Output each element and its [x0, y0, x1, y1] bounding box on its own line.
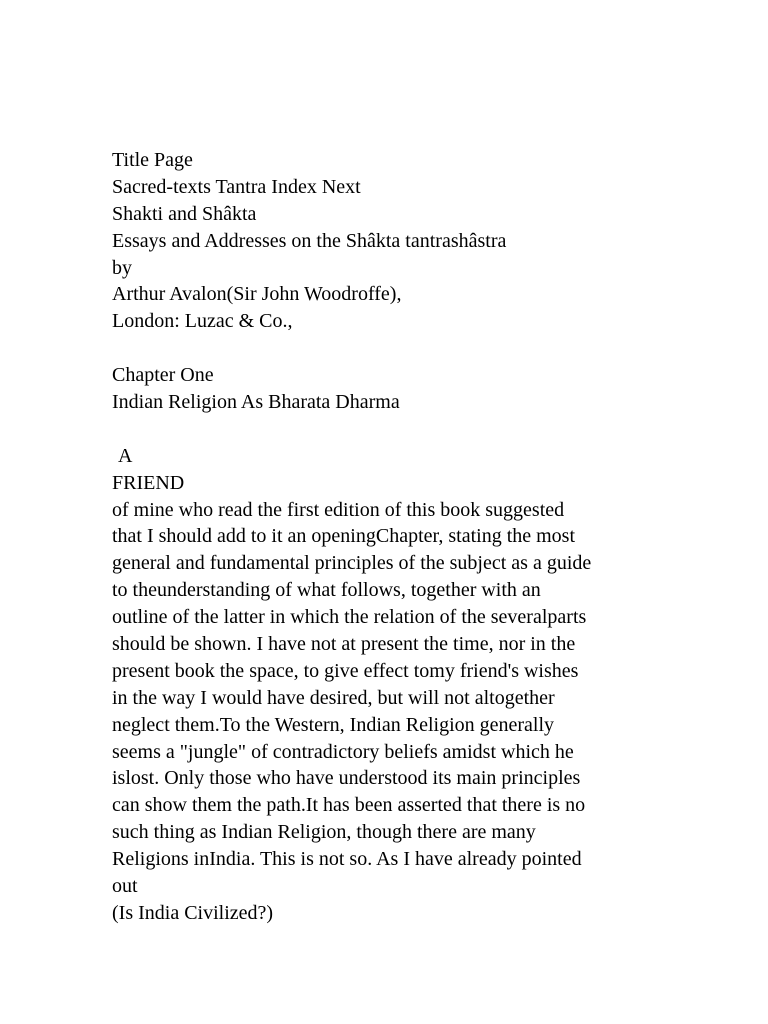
body-line: of mine who read the first edition of this book suggested — [112, 498, 565, 521]
body-line: general and fundamental principles of the subject as a guide — [112, 552, 592, 575]
body-line: out — [112, 875, 138, 898]
body-line: can show them the path.It has been asserted that there is no — [112, 794, 586, 817]
body-line: neglect them.To the Western, Indian Religion generally — [112, 713, 555, 736]
document-text — [112, 147, 672, 927]
navigation-line: Sacred-texts Tantra Index Next — [112, 175, 361, 198]
body-line: seems a "jungle" of contradictory beliefs amidst which he — [112, 740, 574, 763]
spacer — [112, 416, 672, 443]
drop-initial: A — [118, 444, 133, 467]
author-name: Arthur Avalon(Sir John Woodroffe), — [112, 283, 402, 306]
body-line: outline of the latter in which the relation of the severalparts — [112, 606, 587, 629]
chapter-number: Chapter One — [112, 364, 214, 387]
body-line: in the way I would have desired, but will not altogether — [112, 686, 555, 709]
body-line: islost. Only those who have understood its main principles — [112, 767, 581, 790]
first-word: FRIEND — [112, 471, 185, 494]
body-line: that I should add to it an openingChapter, stating the most — [112, 525, 576, 548]
title-page-heading: Title Page — [112, 149, 193, 171]
body-line: Religions inIndia. This is not so. As I have already pointed — [112, 848, 582, 871]
publisher-line: London: Luzac & Co., — [112, 310, 293, 333]
chapter-title: Indian Religion As Bharata Dharma — [112, 391, 400, 414]
body-line: such thing as Indian Religion, though there are many — [112, 821, 536, 844]
body-line: to theunderstanding of what follows, together with an — [112, 579, 541, 602]
spacer — [112, 335, 672, 362]
body-paragraph — [112, 497, 672, 927]
body-line: (Is India Civilized?) — [112, 901, 274, 924]
book-title: Shakti and Shâkta — [112, 202, 257, 225]
body-line: present book the space, to give effect tomy friend's wishes — [112, 659, 579, 682]
body-line: should be shown. I have not at present the time, nor in the — [112, 633, 576, 656]
book-subtitle: Essays and Addresses on the Shâkta tantrashâstra — [112, 229, 507, 252]
by-line: by — [112, 256, 132, 279]
